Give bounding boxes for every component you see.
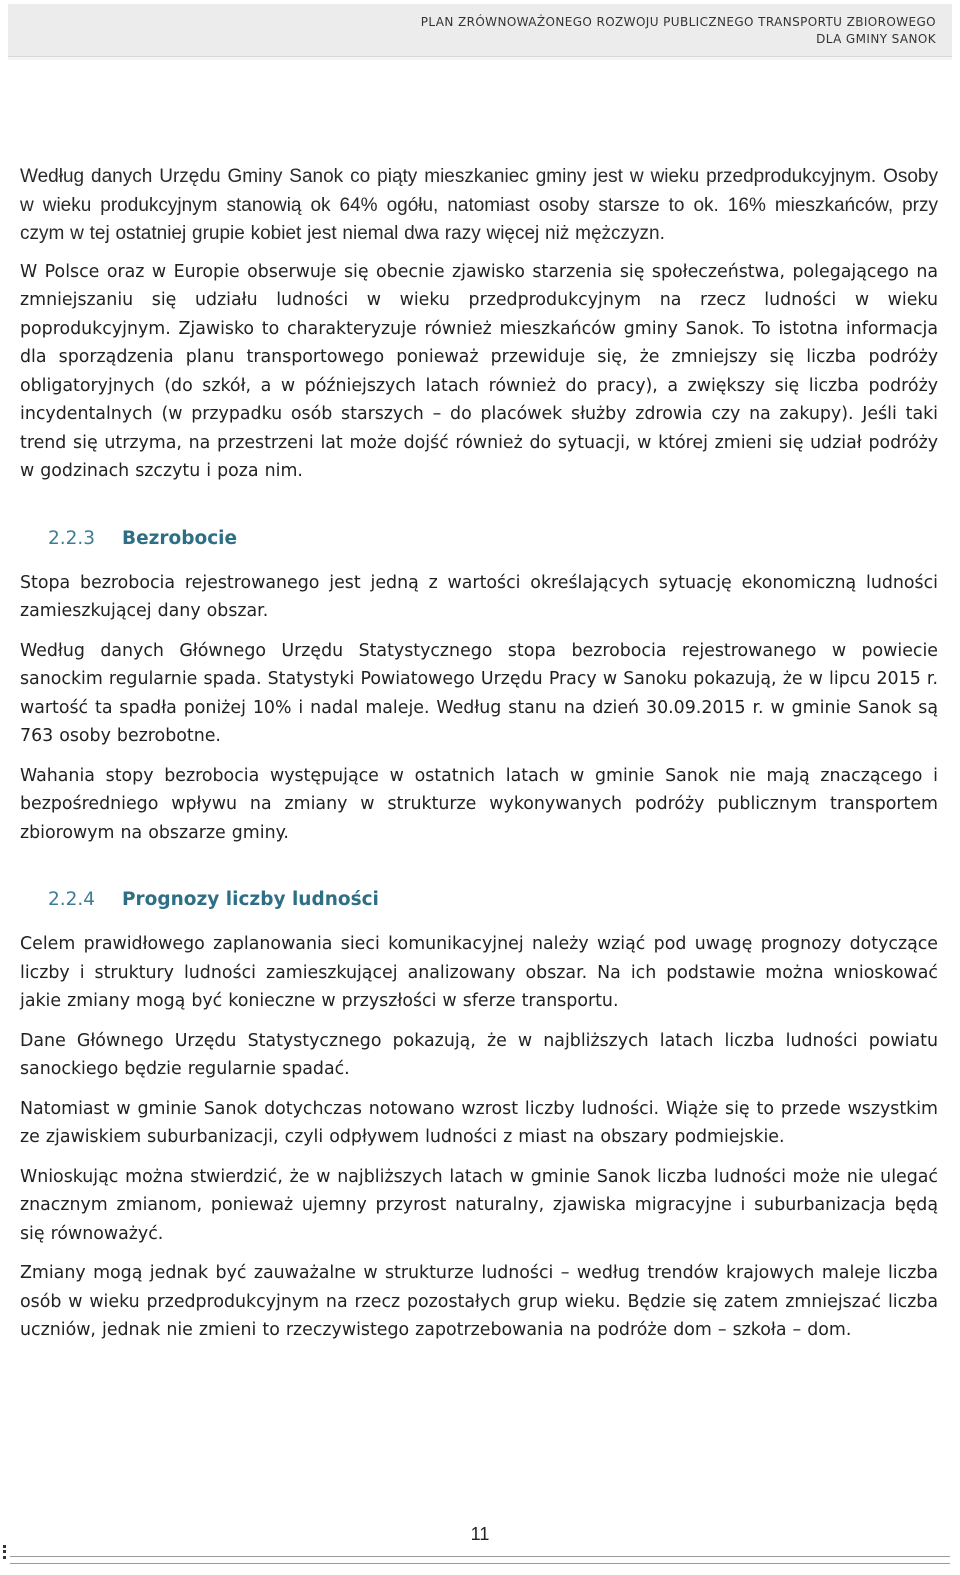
paragraph: Zmiany mogą jednak być zauważalne w strukturze ludności – według trendów krajowych maleje liczba osób w wieku przedprodukcyjnym na rzecz pozostałych grup wieku. Będzie się zatem zmniejszać liczba uczniów, jednak nie zmieni to rzeczywistego zapotrzebowania na podróże dom – szkoła – dom. — [20, 1263, 938, 1340]
paragraph: Wahania stopy bezrobocia występujące w ostatnich latach w gminie Sanok nie mają znaczącego i bezpośredniego wpływu na zmiany w strukturze wykonywanych podróży publicznym transportem zbiorowym na obszarze gminy. — [20, 765, 938, 843]
section-heading-unemployment — [48, 528, 938, 549]
paragraph-age-structure: Według danych Urzędu Gminy Sanok co piąty mieszkaniec gminy jest w wieku przedprodukcyjnym. Osoby w wieku produkcyjnym stanowią ok 64% ogółu, natomiast osoby starsze to ok. 16% mieszkańców, przy czym w tej ostatniej grupie kobiet jest niemal dwa razy więcej niż mężczyzn. — [20, 166, 938, 244]
footer-divider — [10, 1556, 950, 1564]
document-title-line2: DLA GMINY SANOK — [816, 32, 936, 46]
section-title: Bezrobocie — [122, 527, 238, 549]
document-title — [421, 14, 936, 48]
section-number: 2.2.4 — [48, 889, 96, 910]
document-title-line1: PLAN ZRÓWNOWAŻONEGO ROZWOJU PUBLICZNEGO TRANSPORTU ZBIOROWEGO — [420, 15, 936, 29]
section-number: 2.2.3 — [48, 527, 96, 549]
paragraph: Stopa bezrobocia rejestrowanego jest jedną z wartości określających sytuację ekonomiczną ludności zamieszkującej dany obszar. — [20, 572, 938, 621]
page-content — [20, 163, 938, 1356]
paragraph: Wnioskując można stwierdzić, że w najbliższych latach w gminie Sanok liczba ludności może nie ulegać znacznym zmianom, ponieważ ujemny przyrost naturalny, zjawiska migracyjne i suburbanizacja będą się równoważyć. — [20, 1166, 938, 1244]
paragraph: Natomiast w gminie Sanok dotychczas notowano wzrost liczby ludności. Wiąże się to przede wszystkim ze zjawiskiem suburbanizacji, czyli odpływem ludności z miast na obszary podmiejskie. — [20, 1098, 938, 1147]
section-heading-population-forecast — [48, 889, 938, 910]
paragraph: Celem prawidłowego zaplanowania sieci komunikacyjnej należy wziąć pod uwagę prognozy dotyczące liczby i struktury ludności zamieszkującej analizowany obszar. Na ich podstawie można wnioskować jakie zmiany mogą być konieczne w przyszłości w sferze transportu. — [20, 934, 938, 1011]
page-number: 11 — [470, 1524, 490, 1544]
paragraph-aging-society: W Polsce oraz w Europie obserwuje się obecnie zjawisko starzenia się społeczeństwa, polegającego na zmniejszaniu się udziału ludności w wieku przedprodukcyjnym na rzecz ludności w wieku poprodukcyjnym. Zjawisko to charakteryzuje również mieszkańców gminy Sanok. To istotna informacja dla sporządzenia planu transportowego ponieważ przewiduje się, że zmniejszy się liczba podróży obligatoryjnych (do szkół, a w późniejszych latach również do pracy), a zwiększy się liczba podróży incydentalnych (w przypadku osób starszych – do placówek służby zdrowia czy na zakupy). Jeśli taki trend się utrzyma, na przestrzeni lat może dojść również do sytuacji, w której zmieni się udział podróży w godzinach szczytu i poza nim. — [20, 261, 938, 481]
page-header — [8, 4, 952, 57]
section-title: Prognozy liczby ludności — [122, 889, 379, 910]
paragraph: Dane Głównego Urzędu Statystycznego pokazują, że w najbliższych latach liczba ludności powiatu sanockiego będzie regularnie spadać. — [20, 1030, 938, 1079]
paragraph: Według danych Głównego Urzędu Statystycznego stopa bezrobocia rejestrowanego w powiecie sanockim regularnie spada. Statystyki Powiatowego Urzędu Pracy w Sanoku pokazują, że w lipcu 2015 r. wartość ta spadła poniżej 10% i nadal maleje. Według stanu na dzień 30.09.2015 r. w gminie Sanok są 763 osoby bezrobotne. — [20, 640, 938, 746]
corner-mark — [3, 1545, 9, 1559]
